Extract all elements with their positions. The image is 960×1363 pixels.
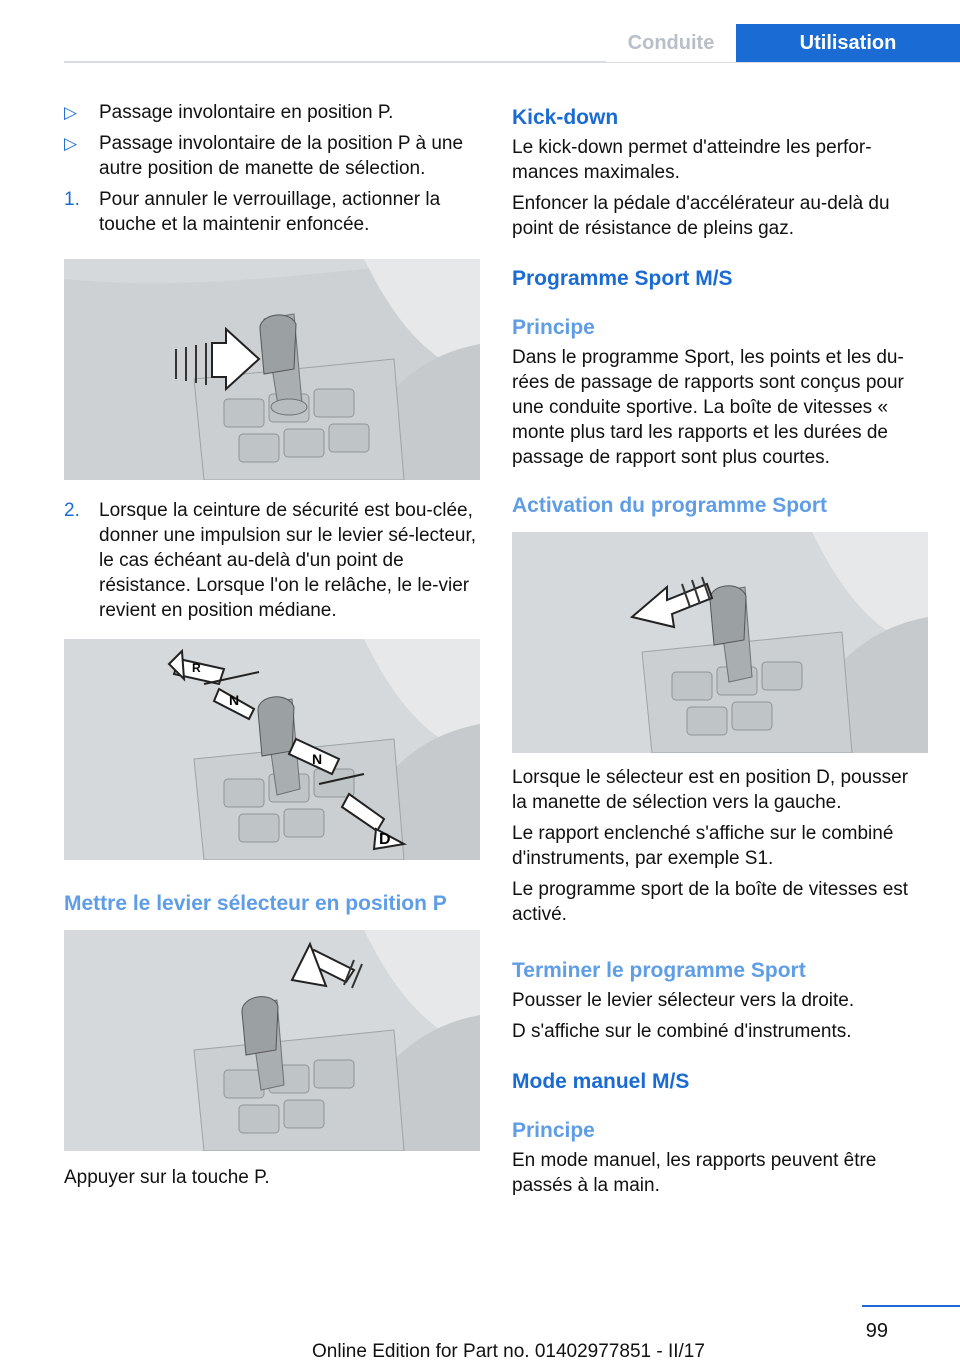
step-text: Lorsque la ceinture de sécurité est bou‐clée, donner une impulsion sur le levier sé‐lecteur, le cas échéant au-delà d'un point de résistance. Lorsque l'on le relâche, le le‐vier revient en position médiane. [99,500,477,621]
heading-principe: Principe [512,1119,595,1142]
page-number: 99 [865,1320,888,1342]
heading-manual-mode: Mode manuel M/S [512,1070,690,1093]
step-2 [64,498,480,623]
paragraph: Enfoncer la pédale d'accélérateur au-delà du point de résistance de pleins gaz. [512,193,890,239]
list-item-text: Passage involontaire en position P. [99,102,394,123]
paragraph: Pousser le levier sélecteur vers la droite. [512,990,855,1011]
edition-footer: Online Edition for Part no. 01402977851 - II/17 [312,1341,705,1362]
triangle-bullet-icon: ▷ [64,134,78,153]
heading-kick-down: Kick-down [512,106,619,129]
step-number: 2. [64,500,80,521]
shift-label-n2: N [312,751,323,767]
heading-activation-sport: Activation du programme Sport [512,494,828,517]
list-item [64,131,480,181]
heading-end-sport: Terminer le programme Sport [512,959,806,982]
paragraph: Lorsque le sélecteur est en position D, pousser la manette de sélection vers la gauche. [512,767,909,813]
triangle-bullet-icon: ▷ [64,103,78,122]
figure-press-p [64,930,480,1151]
tab-conduite[interactable]: Conduite [606,24,736,62]
shift-label-d: D [379,831,391,848]
paragraph: Le rapport enclenché s'affiche sur le combiné d'instruments, par exemple S1. [512,823,894,869]
figure-shift-pattern [64,639,480,860]
heading-position-p: Mettre le levier sélecteur en position P [64,892,447,915]
heading-sport-program: Programme Sport M/S [512,267,733,290]
paragraph: Le kick-down permet d'atteindre les perfor‐mances maximales. [512,137,872,183]
paragraph: Le programme sport de la boîte de vitesses est activé. [512,879,909,925]
paragraph-press-p: Appuyer sur la touche P. [64,1167,270,1188]
shift-label-r: R [192,661,201,675]
step-number: 1. [64,189,80,210]
figure-unlock-button [64,259,480,480]
footer-rule [862,1305,960,1307]
shift-label-n1: N [229,692,240,708]
paragraph: D s'affiche sur le combiné d'instruments. [512,1021,852,1042]
right-column [512,104,928,1204]
paragraph: Dans le programme Sport, les points et les du‐rées de passage de rapports sont conçus pour une conduite sportive. La boîte de vitesses « monte plus tard les rapports et les durées de passage de rapport sont plus courtes. [512,347,904,468]
step-1 [64,187,480,237]
tab-utilisation[interactable]: Utilisation [736,24,960,62]
heading-principe: Principe [512,316,595,339]
figure-sport-activation [512,532,928,753]
list-item-text: Passage involontaire de la position P à une autre position de manette de sélection. [99,133,464,179]
paragraph: En mode manuel, les rapports peuvent être passés à la main. [512,1150,877,1196]
left-column [64,100,480,1196]
list-item [64,100,480,125]
step-text: Pour annuler le verrouillage, actionner la touche et la maintenir enfoncée. [99,189,441,235]
